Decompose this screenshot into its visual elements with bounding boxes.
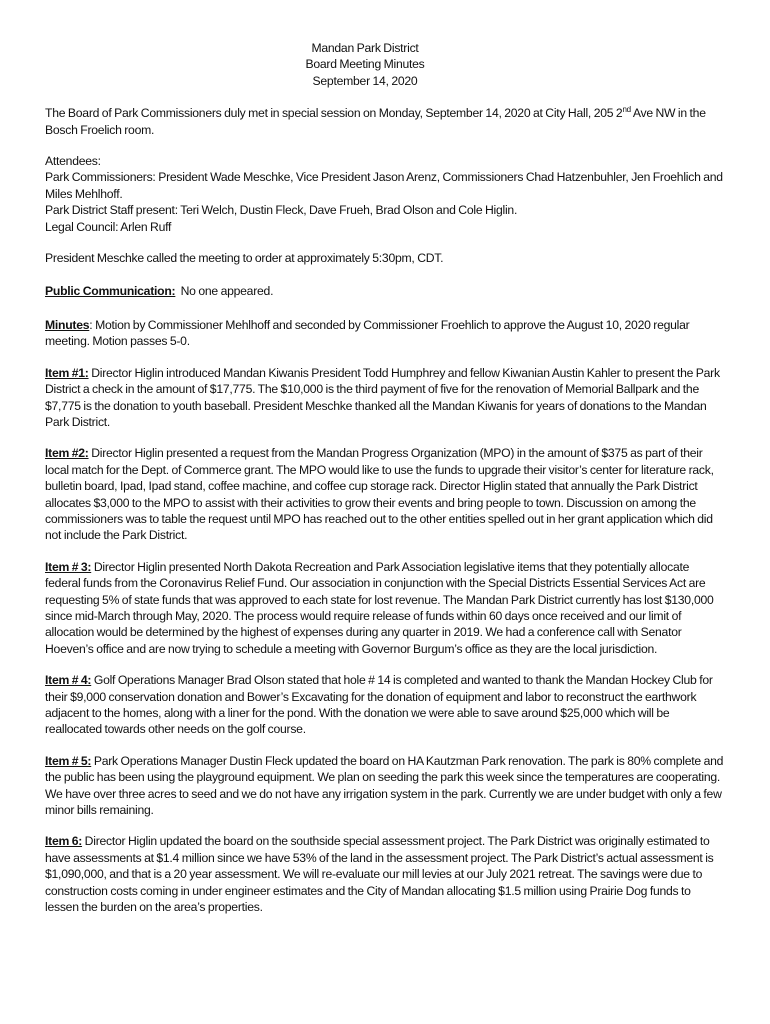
public-communication-text: No one appeared. — [175, 284, 274, 299]
item-4-text: Golf Operations Manager Brad Olson stated that hole # 14 is completed and wanted to thank the Mandan Hockey Club for their $9,000 conservation donation and Bower’s Excavating for the donation of equipment and labor to reconstruct the earthwork adjacent to the homes, along with a liner for the pond. With the donation we were able to save around $25,000 which will be reallocated towards other needs on the golf course. — [45, 673, 713, 737]
item-5-label: Item # 5: — [45, 753, 92, 768]
attendees-section — [45, 153, 725, 235]
minutes-label: Minutes — [45, 317, 90, 332]
public-communication-paragraph — [45, 283, 725, 299]
intro-text: The Board of Park Commissioners duly met in special session on Monday, September 14, 2020 at City Hall, 205 2 — [45, 106, 623, 121]
item-4-paragraph — [45, 672, 725, 738]
minutes-paragraph — [45, 317, 725, 350]
item-1-paragraph — [45, 365, 725, 431]
minutes-text: : Motion by Commissioner Mehlhoff and seconded by Commissioner Froehlich to approve the August 10, 2020 regular meeting. Motion passes 5-0. — [45, 317, 690, 349]
item-6-paragraph — [45, 833, 725, 915]
item-1-label: Item #1: — [45, 365, 89, 380]
item-5-text: Park Operations Manager Dustin Fleck updated the board on HA Kautzman Park renovation. The park is 80% complete and the public has been using the playground equipment. We plan on seeding the park this week since the temperatures are cooperating. We have over three acres to seed and we do not have any irrigation system in the park. Currently we are under budget with only a few minor bills remaining. — [45, 753, 724, 818]
intro-ordinal: nd — [622, 105, 631, 115]
intro-paragraph — [45, 105, 725, 138]
item-3-paragraph — [45, 559, 725, 657]
item-4-label: Item # 4: — [45, 673, 92, 688]
attendees-legal: Legal Council: Arlen Ruff — [45, 219, 172, 234]
attendees-staff: Park District Staff present: Teri Welch, Dustin Fleck, Dave Frueh, Brad Olson and Cole Higlin. — [45, 203, 518, 218]
meeting-date: September 14, 2020 — [312, 73, 418, 88]
item-6-text: Director Higlin updated the board on the southside special assessment project. The Park District was originally estimated to have assessments at $1.4 million since we have 53% of the land in the assessment project. The Park District’s actual assessment is $1,090,000, and that is a 20 year assessment. We will re-evaluate our mill levies at our July 2021 retreat. The savings were due to construction costs coming in under engineer estimates and the City of Mandan allocating $1.5 million using Prairie Dog funds to lessen the burden on the area’s properties. — [45, 834, 714, 915]
item-3-label: Item # 3: — [45, 559, 92, 574]
org-name: Mandan Park District — [311, 41, 419, 55]
item-2-label: Item #2: — [45, 446, 89, 461]
document-title: Board Meeting Minutes — [305, 57, 425, 72]
minutes-document — [45, 40, 725, 930]
public-communication-label: Public Communication: — [45, 284, 176, 299]
item-1-text: Director Higlin introduced Mandan Kiwanis President Todd Humphrey and fellow Kiwanian Austin Kahler to present the Park District a check in the amount of $17,775. The $10,000 is the third payment of five for the renovation of Memorial Ballpark and the $7,775 is the donation to youth baseball. President Meschke thanked all the Mandan Kiwanis for years of donations to the Mandan Park District. — [45, 365, 720, 429]
item-6-label: Item 6: — [45, 834, 83, 849]
item-2-paragraph — [45, 445, 725, 543]
call-to-order: President Meschke called the meeting to order at approximately 5:30pm, CDT. — [45, 251, 444, 266]
item-3-text: Director Higlin presented North Dakota Recreation and Park Association legislative items that they potentially allocate federal funds from the Coronavirus Relief Fund. Our association in conjunction with the Special Districts Essential Services Act are requesting 5% of state funds that was approved to each state for lost revenue. The Mandan Park District currently has lost $130,000 since mid-March through May, 2020. The process would require release of funds within 60 days once received and our limit of allocation would be determined by the highest of expenses during any quarter in 2019. We had a conference call with Senator Hoeven’s office and are now trying to schedule a meeting with Governor Burgum’s office as they are the local jurisdiction. — [45, 559, 714, 656]
attendees-commissioners: Park Commissioners: President Wade Meschke, Vice President Jason Arenz, Commissioners Chad Hatzenbuhler, Jen Froehlich and Miles Mehlhoff. — [45, 170, 723, 201]
intro-text-end: Ave NW in the Bosch Froelich room. — [45, 106, 706, 137]
item-5-paragraph — [45, 753, 725, 819]
item-2-text: Director Higlin presented a request from the Mandan Progress Organization (MPO) in the amount of $375 as part of their local match for the Dept. of Commerce grant. The MPO would like to use the funds to upgrade their visitor’s center for literature rack, bulletin board, Ipad, Ipad stand, coffee machine, and coffee cup storage rack. Director Higlin stated that annually the Park District allocates $3,000 to the MPO to assist with their activities to grow their events and bring people to town. Discussion on among the commissioners was to table the request until MPO has reached out to the other entities spelled out in her grant application which did not include the Park District. — [45, 446, 714, 543]
attendees-heading: Attendees: — [45, 154, 101, 169]
document-header — [5, 40, 725, 89]
